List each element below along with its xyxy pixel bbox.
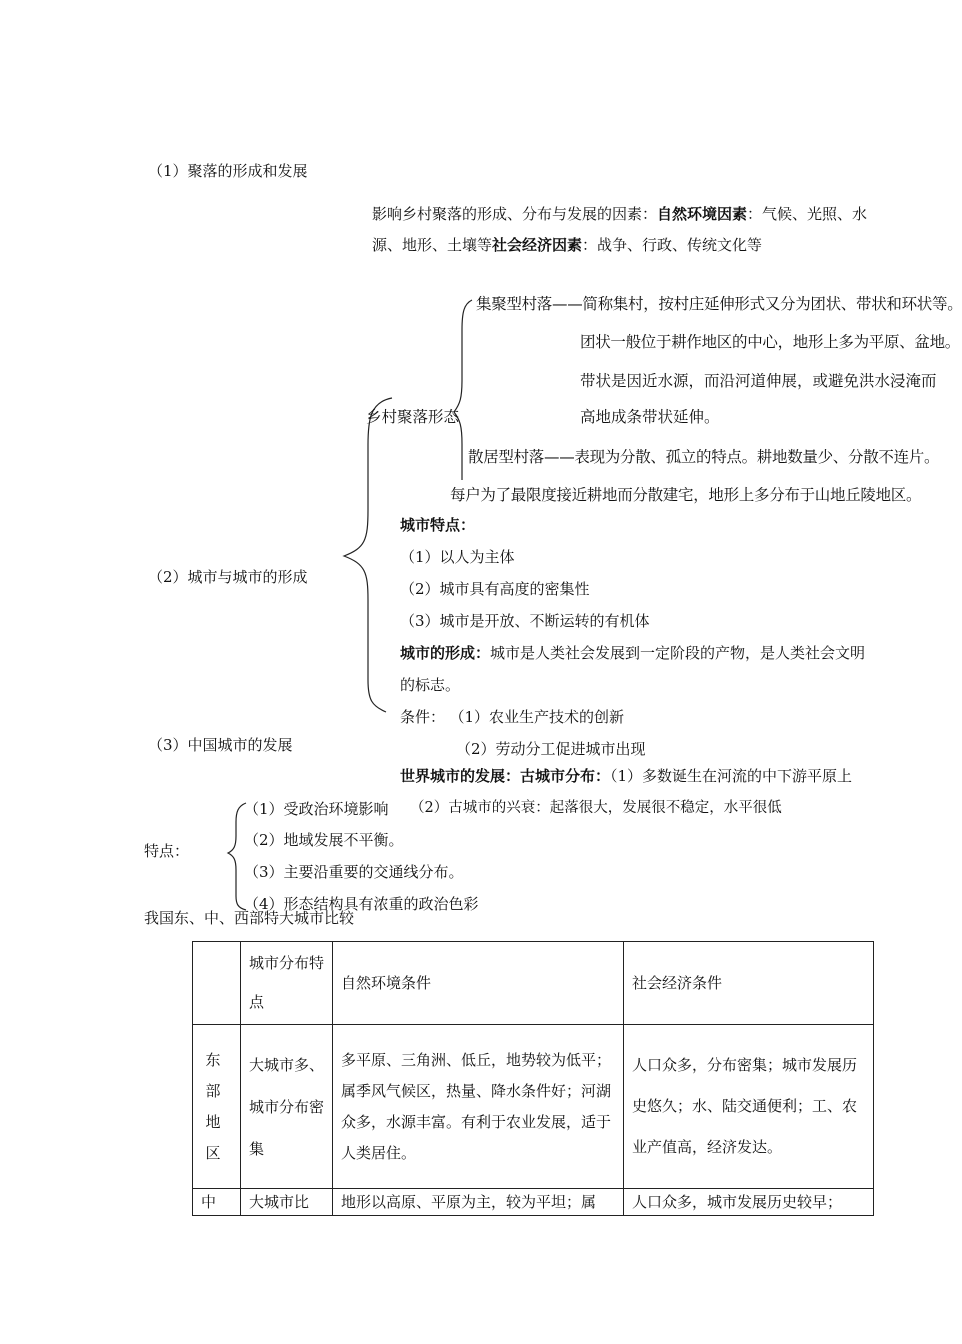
social-factor-label: 社会经济因素 (492, 236, 583, 254)
dai-shape-2: 高地成条带状延伸。 (580, 408, 720, 426)
table-row (193, 1025, 874, 1189)
factors-paragraph (372, 199, 867, 261)
condition-1: （1）农业生产技术的创新 (457, 708, 625, 726)
table-header-cell: 社会经济条件 (624, 942, 874, 1025)
table-cell-region: 东部地区 (193, 1025, 241, 1189)
world-city-line (400, 765, 852, 786)
feature-item-4: （4）形态结构具有浓重的政治色彩 (244, 895, 479, 913)
feature-item-3: （3）主要沿重要的交通线分布。 (244, 863, 464, 881)
comparison-table (192, 941, 874, 1216)
table-cell-region: 中 (193, 1189, 241, 1216)
world-city-label: 世界城市的发展：古城市分布： (400, 767, 611, 785)
dai-shape-1: 带状是因近水源，而沿河道伸展，或避免洪水浸淹而 (580, 372, 937, 390)
city-formation-text-2: 的标志。 (400, 676, 461, 694)
section-1-title: （1）聚落的形成和发展 (148, 162, 308, 180)
table-row (193, 1189, 874, 1216)
city-formation-text: 城市是人类社会发展到一定阶段的产物，是人类社会文明 (490, 644, 866, 662)
natural-factor-text: ：气候、光照、水 (747, 205, 868, 223)
world-city-text-1: （1）多数诞生在河流的中下游平原上 (610, 767, 853, 785)
natural-factor-text-2: 源、地形、土壤等 (372, 236, 493, 254)
factors-text: 影响乡村聚落的形成、分布与发展的因素： (372, 205, 658, 223)
condition-2: （2）劳动分工促进城市出现 (456, 740, 646, 758)
table-cell: 大城市多、城市分布密集 (241, 1025, 333, 1189)
scatter-village: 散居型村落——表现为分散、孤立的特点。耕地数量少、分散不连片。 (468, 448, 940, 466)
city-formation-label: 城市的形成： (400, 644, 491, 662)
city-features-title: 城市特点： (400, 516, 476, 534)
feature-item-2: （2）地域发展不平衡。 (244, 831, 404, 849)
features-label: 特点： (144, 842, 190, 860)
city-feature-1: （1）以人为主体 (400, 548, 515, 566)
natural-factor-label: 自然环境因素 (657, 205, 748, 223)
rural-forms-figure (366, 288, 962, 504)
cluster-village: 集聚型村落——简称集村，按村庄延伸形式又分为团状、带状和环状等。 (476, 295, 962, 313)
table-header-cell (193, 942, 241, 1025)
table-header-row (193, 942, 874, 1025)
table-header-cell: 城市分布特点 (241, 942, 333, 1025)
tuan-shape: 团状一般位于耕作地区的中心，地形上多为平原、盆地。 (580, 333, 961, 351)
city-feature-3: （3）城市是开放、不断运转的有机体 (400, 612, 650, 630)
table-cell: 地形以高原、平原为主，较为平坦；属 (333, 1189, 624, 1216)
world-city-text-2: （2）古城市的兴衰：起落很大，发展很不稳定，水平很低 (410, 800, 782, 816)
city-block (400, 509, 865, 765)
table-cell: 人口众多，城市发展历史较早； (624, 1189, 874, 1216)
section-3-title: （3）中国城市的发展 (148, 736, 293, 754)
city-feature-2: （2）城市具有高度的密集性 (400, 580, 590, 598)
table-cell: 多平原、三角洲、低丘，地势较为低平；属季风气候区，热量、降水条件好；河湖众多，水源丰富。有利于农业发展，适于人类居住。 (333, 1025, 624, 1189)
section-2-title: （2）城市与城市的形成 (148, 568, 308, 586)
scatter-village-cutoff: 每户为了最限度接近耕地而分散建宅，地形上多分布于山地丘陵地区。 (450, 486, 922, 504)
table-header-cell: 自然环境条件 (333, 942, 624, 1025)
features-list (244, 822, 604, 913)
table-cell: 人口众多，分布密集；城市发展历史悠久；水、陆交通便利；工、农业产值高，经济发达。 (624, 1025, 874, 1189)
rural-root-label: 乡村聚落形态 (366, 408, 460, 426)
conditions-label: 条件： (400, 708, 446, 726)
feature-item-1: （1）受政治环境影响 (244, 800, 389, 818)
table-cell: 大城市比 (241, 1189, 333, 1216)
social-factor-text: ：战争、行政、传统文化等 (582, 236, 763, 254)
comparison-title: 我国东、中、西部特大城市比较 (144, 909, 355, 927)
